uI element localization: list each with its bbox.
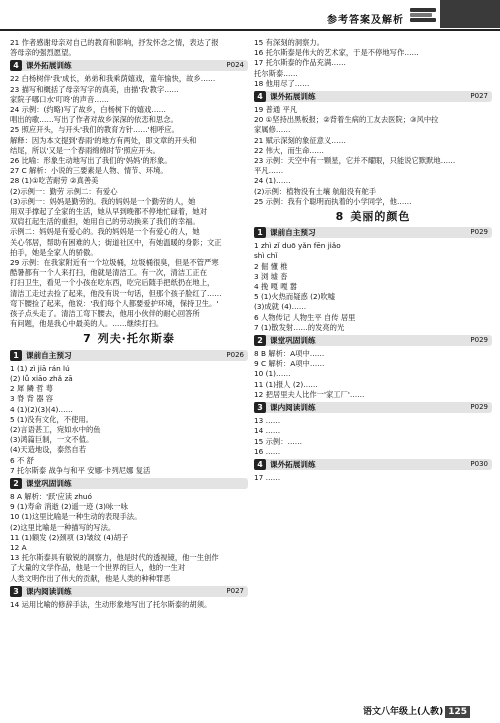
section-title: 课外拓展训练 xyxy=(26,61,72,71)
answer-line: 答母亲的强烈愿望。 xyxy=(10,48,76,58)
section-bar xyxy=(254,402,492,413)
answer-line: 人类文明作出了伟大的贡献，他是人类的种种罪恶 xyxy=(10,573,171,583)
answer-line: 9 (1)寿命 消逝 (2)遥一迹 (3)咏一咏 xyxy=(10,502,128,512)
answer-line: 17 …… xyxy=(254,472,281,482)
section-page: P029 xyxy=(470,403,488,412)
answer-line: 6 不 舒 xyxy=(10,455,34,465)
answer-line: 23 描写和概括了母亲写字的真美，由描'我'教字…… xyxy=(10,84,179,94)
chapter-heading xyxy=(254,212,492,222)
answer-line: 关心邻居，帮助有困难的人；街道社区中，有她温暖的身影；文正 xyxy=(10,237,222,247)
answer-line: 21 赋示深刻的象征意义…… xyxy=(254,135,346,145)
answer-line: 示例二：妈妈是有爱心的。我的妈妈是一个有爱心的人，她 xyxy=(10,227,200,237)
answer-line: 托尔斯泰…… xyxy=(254,68,298,78)
answer-line: 平凡…… xyxy=(254,166,284,176)
answer-line: 23 示例：天空中有一颗星，它并不耀眼，只能说它默默地…… xyxy=(254,156,456,166)
answer-line: 1 (1) zì jiā rán lú xyxy=(10,363,70,373)
section-title: 课堂巩固训练 xyxy=(26,478,72,488)
answer-line: 16 托尔斯泰是伟大的艺术家，于是不停地写作…… xyxy=(254,48,419,58)
answer-line: 10 (1)…… xyxy=(254,369,291,379)
answer-line: 了大量的文学作品，他是一个世界的巨人，他的一生对 xyxy=(10,563,186,573)
answer-line: 11 (1)报人 (2)…… xyxy=(254,379,318,389)
section-bar xyxy=(254,459,492,470)
answer-line: (3)成就 (4)…… xyxy=(254,302,307,312)
answer-line: 唱出的歌……写出了作者对故乡深深的依恋和思念。 xyxy=(10,115,178,125)
section-bar xyxy=(254,91,492,102)
answer-line: 双肩扛起生活的重担，她用自己的劳动换来了我们的幸福。 xyxy=(10,217,200,227)
section-badge: 1 xyxy=(10,350,22,361)
answer-line: (2)言语甚工，宛如水中的鱼 xyxy=(10,424,101,434)
section-page: P030 xyxy=(470,459,488,468)
right-column xyxy=(254,38,492,483)
section-page: P027 xyxy=(226,586,244,595)
answer-line: 26 比喻：形象生动地写出了我们的'妈妈'的形象。 xyxy=(10,156,172,166)
answer-line: 21 作者感谢母亲对自己的教育和影响，抒发怀念之情，表达了报 xyxy=(10,38,219,47)
answer-line: 5 (1)火热而疑惑 (2)吹嘘 xyxy=(254,292,336,302)
answer-line: 孩子点头走了。清洁工弯下腰去，他用小伙伴的耐心回答所 xyxy=(10,309,200,319)
answer-line: (2)这里比喻是一种描写的写法。 xyxy=(10,522,116,532)
answer-block xyxy=(254,241,492,333)
page-number: 125 xyxy=(445,706,470,718)
answer-line: 9 C 解析：A项中…… xyxy=(254,359,325,369)
answer-block xyxy=(254,416,492,457)
answer-line: (3)鸿篇巨制，一文不值。 xyxy=(10,435,94,445)
section-title: 课前自主预习 xyxy=(270,228,316,238)
section-badge: 4 xyxy=(10,60,22,71)
section-badge: 3 xyxy=(254,402,266,413)
answer-line: 有问题，他是我心中最美的人。……继续打扫。 xyxy=(10,319,164,329)
answer-line: 拍手，她是全家人的骄傲。 xyxy=(10,247,98,257)
answer-line: (3)示例一：妈妈是勤劳的。我的妈妈是一个勤劳的人，她 xyxy=(10,196,196,206)
section-badge: 4 xyxy=(254,459,266,470)
answer-line: 7 (1)散发射……的发亮的光 xyxy=(254,322,345,332)
answer-block xyxy=(10,600,248,610)
section-bar xyxy=(10,586,248,597)
section-title: 课外拓展训练 xyxy=(270,92,316,102)
section-page: P027 xyxy=(470,92,488,101)
answer-line: 27 C 解析：小说的三要素是人物、情节、环境。 xyxy=(10,166,168,176)
answer-line: 2 犀 鳞 哲 萼 xyxy=(10,384,54,394)
section-page: P024 xyxy=(226,61,244,70)
answer-line: 20 ①坚持出黑板报；②背着生病的工友去医院；③风中拉 xyxy=(254,115,439,125)
section-title: 课外拓展训练 xyxy=(270,459,316,469)
answer-block xyxy=(254,105,492,207)
section-bar xyxy=(10,478,248,489)
section-title: 课前自主预习 xyxy=(26,350,72,360)
answer-line: (4)天造地设，泰然自若 xyxy=(10,445,87,455)
page-footer xyxy=(363,704,470,717)
answer-line: 4 挽 嘎 嘎 嚣 xyxy=(254,282,298,292)
answer-line: 16 …… xyxy=(254,446,281,456)
answer-line: 24 示例：(约略)写了故乡，白杨树下的嬉戏…… xyxy=(10,105,166,115)
header-title: 参考答案及解析 xyxy=(327,15,404,26)
answer-line: 3 脊 背 器 容 xyxy=(10,394,54,404)
answer-line: shì chǐ xyxy=(254,251,278,261)
answer-line: 11 (1)额发 (2)颈项 (3)皱纹 (4)胡子 xyxy=(10,532,129,542)
chapter-number: 8 xyxy=(335,210,345,224)
answer-line: 25 示例：我有个聪明而执着的小学同学，他…… xyxy=(254,196,412,206)
answer-line: 打扫卫生，看见一个小孩在吃东西，吃完后随手把纸扔在地上， xyxy=(10,278,215,288)
section-badge: 4 xyxy=(254,91,266,102)
answer-line: 1 zhì zǐ duō yǎn fēn jiǎo xyxy=(254,241,341,251)
section-bar xyxy=(254,335,492,346)
answer-line: 15 示例：…… xyxy=(254,436,303,446)
answer-line: 17 托尔斯泰的作品充满…… xyxy=(254,58,346,68)
answer-line: 13 托尔斯泰具有敏锐的洞察力，他是时代的透视镜，他一生创作 xyxy=(10,553,219,563)
chapter-heading xyxy=(10,334,248,344)
answer-line: 6 人物传记 人物生平 自传 居里 xyxy=(254,312,356,322)
section-badge: 3 xyxy=(10,586,22,597)
answer-line: 19 普通 平凡 xyxy=(254,105,298,115)
left-column xyxy=(10,38,248,610)
answer-line: 12 A xyxy=(10,542,27,552)
footer-label: 语文八年级上(人教) xyxy=(362,707,444,717)
answer-block xyxy=(10,364,248,476)
answer-line: 22 白杨树伴'我'成长，弟弟和我乘荫嬉戏，童年愉快，故乡…… xyxy=(10,74,216,84)
header-rule xyxy=(0,29,500,31)
answer-line: 28 (1)①吃苦耐劳 ②真善美 xyxy=(10,176,99,186)
section-bar xyxy=(254,227,492,238)
answer-line: 5 (1)没有文化，不使用。 xyxy=(10,414,93,424)
answer-line: (2) lǚ xiāo zhǎ zā xyxy=(10,373,73,383)
answer-block xyxy=(254,38,492,89)
answer-line: 18 他用尽了…… xyxy=(254,78,310,88)
answer-line: 弯下腰捡了起来，他说：'我们每个人都要爱护环境，保持卫生。' xyxy=(10,298,219,308)
answer-line: 解释：因为本文提到'春雨'的地方有两处，即文章的开头和 xyxy=(10,135,197,145)
section-badge: 2 xyxy=(254,335,266,346)
section-page: P026 xyxy=(226,350,244,359)
answer-line: 8 A 解析：'跃'应读 zhuó xyxy=(10,491,92,501)
answer-block xyxy=(10,38,248,58)
answer-line: 14 …… xyxy=(254,426,281,436)
answer-line: 家院子哪口水'叮咚'的声音…… xyxy=(10,94,109,104)
answer-line: 3 浏 墟 沓 xyxy=(254,271,288,281)
answer-line: 24 (1)…… xyxy=(254,176,291,186)
section-title: 课内阅读训练 xyxy=(26,586,72,596)
answer-line: 12 把居里夫人比作一'家工厂'…… xyxy=(254,389,365,399)
section-title: 课内阅读训练 xyxy=(270,403,316,413)
answer-line: 22 伟大，而生命…… xyxy=(254,145,324,155)
chapter-title: 列夫·托尔斯泰 xyxy=(97,332,175,346)
chapter-number: 7 xyxy=(83,332,92,346)
section-bar xyxy=(10,350,248,361)
answer-line: 8 B 解析：A项中…… xyxy=(254,349,325,359)
section-page: P029 xyxy=(470,336,488,345)
answer-block xyxy=(10,492,248,584)
answer-block xyxy=(254,473,492,483)
answer-line: 10 (1)这里比喻是一种生动的表现手法。 xyxy=(10,512,142,522)
answer-line: 家属修…… xyxy=(254,125,291,135)
answer-line: 13 …… xyxy=(254,416,281,426)
section-badge: 2 xyxy=(10,478,22,489)
answer-line: 25 照应开头，与开头'我们的教育方针……'相呼应。 xyxy=(10,125,179,135)
answer-block xyxy=(10,74,248,329)
section-title: 课堂巩固训练 xyxy=(270,336,316,346)
books-icon xyxy=(410,8,436,24)
answer-block xyxy=(254,349,492,400)
answer-line: (2)示例一：勤劳 示例二：有爱心 xyxy=(10,186,118,196)
chapter-title: 美丽的颜色 xyxy=(350,210,411,224)
answer-line: 用双手撑起了全家的生活，她从早到晚都不停地忙碌着，她对 xyxy=(10,207,208,217)
answer-line: 清洁工走过去捡了起来，他没有说一句话，但那个孩子脸红了…… xyxy=(10,288,222,298)
section-bar xyxy=(10,60,248,71)
answer-line: 7 托尔斯泰 战争与和平 安娜·卡列尼娜 复活 xyxy=(10,465,151,475)
answer-line: 4 (1)(2)(3)(4)…… xyxy=(10,404,73,414)
page-header xyxy=(0,0,500,30)
answer-line: 酷暑都有一个人来打扫，他就是清洁工。有一次，清洁工正在 xyxy=(10,268,208,278)
answer-line: 14 运用比喻的修辞手法，生动形象地写出了托尔斯泰的胡须。 xyxy=(10,599,212,609)
header-tab-block xyxy=(440,0,500,28)
answer-line: 2 倔 懂 椎 xyxy=(254,261,288,271)
section-badge: 1 xyxy=(254,227,266,238)
answer-line: 结尾，所以'又是一个春雨绵绵时节'照应开头。 xyxy=(10,145,160,155)
answer-line: 15 有深刻的洞察力。 xyxy=(254,38,324,47)
answer-line: 29 示例：在我家附近有一个垃圾桶，垃圾桶很臭，但是不管严寒 xyxy=(10,258,219,268)
section-page: P029 xyxy=(470,228,488,237)
answer-line: (2)示例：植物没有土壤 航船没有舵手 xyxy=(254,186,377,196)
